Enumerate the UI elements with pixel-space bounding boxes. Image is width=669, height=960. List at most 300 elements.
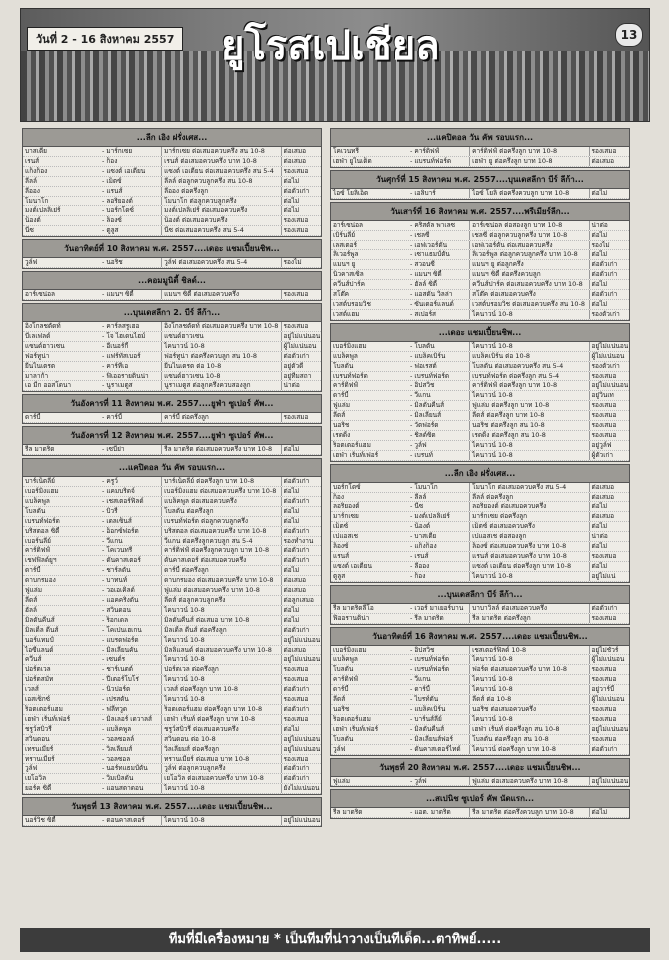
home-team: เชฟฟิลด์ยูฯ [25, 556, 57, 565]
away-team: - บาสเตีย [409, 532, 437, 541]
section-heading: วันอาทิตย์ที่ 16 สิงหาคม พ.ศ. 2557....เดอะ แชมเปี้ยนชิพ... [331, 628, 629, 646]
tip-verdict: ต่อไม่ [281, 517, 321, 526]
away-team: - ฟลีทวูด [101, 704, 128, 713]
handicap-odds: ยีนไนเตรต ต่อ 10-8 [161, 362, 280, 371]
away-team: - มิลเลียนส์ [409, 411, 442, 420]
home-team: ไอซีแลนด์ [25, 645, 54, 654]
away-team: - เปรสตัน [101, 695, 129, 704]
tip-verdict: รองไม่ [589, 241, 629, 250]
home-team: ดาร์บี้ [333, 391, 349, 400]
fixture-row [331, 655, 629, 665]
away-team: - แบรนท์ฟอร์ด [409, 156, 452, 165]
away-team: - แอคคริงตัน [101, 596, 139, 604]
handicap-odds: ไคนาวน์ 10-8 [161, 606, 280, 615]
home-team: เบอร์มิงแฮม [333, 645, 367, 654]
fixture-row [23, 157, 321, 167]
tip-verdict: ต่อเสมอ [589, 157, 629, 166]
tip-verdict: อยู่ไม่ชัวร์ [589, 646, 629, 655]
fixture-row [331, 522, 629, 532]
fixture-row [23, 685, 321, 695]
handicap-odds: คาร์ดิฟฟ์ ต่อครึ่งลูก บาท 10-8 [469, 381, 588, 390]
tip-verdict: ต่อเสมอ [589, 483, 629, 492]
tip-verdict: อยู่ไม่แน่นอน [281, 735, 321, 744]
fixture-row [23, 725, 321, 735]
tip-verdict: ต่อตัวเก่า [281, 626, 321, 635]
fixture-row [23, 774, 321, 784]
fixture-row [331, 411, 629, 421]
handicap-odds: ปอร์ตเวล ต่อครึ่งลูก [161, 665, 280, 674]
home-team: บริสตอล ซิตี้ [25, 526, 60, 535]
home-team: ลีลล์ [25, 176, 37, 185]
fixture-section [22, 797, 322, 827]
home-team: ลอริยองต์ [333, 502, 360, 511]
fixture-row [23, 715, 321, 725]
handicap-odds: แบล็คเบิร์น ต่อ 10-8 [469, 352, 588, 361]
handicap-odds: ไคนาวน์ 10-8 [161, 695, 280, 704]
handicap-odds: เฮฟ่า ยู ต่อครึ่งลูก บาท 10-8 [469, 157, 588, 166]
tip-verdict: ผู้ไม่แน่นอน [589, 352, 629, 361]
home-team: แมนฯ ยู [333, 260, 356, 269]
handicap-odds: แซนด์ฮาวเซน 10-8 [161, 372, 280, 381]
handicap-odds: เบรนท์ฟอร์ด ต่อลูกควบลูกครึ่ง [161, 517, 280, 526]
fixture-row [23, 755, 321, 765]
away-team: - เรนส์ [409, 552, 429, 560]
tip-verdict: ต่อตัวเก่า [281, 556, 321, 565]
fixture-row [23, 197, 321, 207]
away-team: - แบล็คพูล [101, 724, 132, 733]
home-team: คาร์ดิฟฟ์ [25, 546, 50, 555]
handicap-odds: แซนด์ฮาวเซน [161, 332, 280, 341]
away-team: - ชิลด์ซิด [409, 430, 436, 439]
fixture-row [23, 636, 321, 646]
away-team: - ดันคาสเตอร์ไทด์ [409, 744, 461, 753]
fixture-section [330, 585, 630, 625]
home-team: ยอร์ค ซิตี้ [25, 784, 52, 793]
tip-verdict: รองเสมอ [281, 167, 321, 176]
tip-verdict: ต่อตัวเก่า [589, 290, 629, 299]
away-team: - เบรนท์ [409, 450, 433, 459]
home-team: วูล์ฟ [25, 764, 38, 773]
tip-verdict: รองเสมอ [589, 665, 629, 674]
handicap-odds: ไคนาวน์ 10-8 [161, 816, 280, 825]
handicap-odds: เปแอสเช ต่อสองลูก [469, 532, 588, 541]
handicap-odds: ฟอร์ด ต่อเสมอควบครึ่ง บาท 10-8 [469, 665, 588, 674]
tip-verdict: ต่อตัวเก่า [281, 546, 321, 555]
tip-verdict: ต่อตัวเก่า [281, 477, 321, 486]
fixture-section [330, 464, 630, 583]
handicap-odds: ไคนาวน์ 10-8 [469, 342, 588, 351]
away-team: - สเปอร์ส [409, 309, 437, 318]
handicap-odds: โบลตัน ต่อครึ่งลูก [161, 507, 280, 516]
fixture-section [22, 458, 322, 795]
tip-verdict: ต่อตัวเก่า [281, 352, 321, 361]
fixture-row [23, 626, 321, 636]
handicap-odds: เอฟเวอร์ตัน ต่อเสมอควบครึ่ง [469, 241, 588, 250]
fixture-row [331, 421, 629, 431]
handicap-odds: เฮฟ่า เร้นท์ ต่อครึ่งลูก สน 10-8 [469, 725, 588, 734]
handicap-odds: ลอริยองต์ ต่อเสมอควบครึ่ง [469, 502, 588, 511]
fixture-row [23, 258, 321, 268]
tip-verdict: ผู้ไม่แน่นอน [589, 655, 629, 664]
away-team: - แบล็คเบิร์น [409, 704, 446, 713]
fixture-section [22, 128, 322, 237]
tip-verdict: รองไม่ [281, 258, 321, 267]
away-team: - วีแกน [409, 675, 431, 684]
home-team: โมนาโก [25, 196, 49, 205]
home-team: โบลตัน [333, 665, 354, 674]
away-team: - ซันเดอร์แลนด์ [409, 299, 454, 308]
fixture-row [23, 606, 321, 616]
tip-verdict: ต่อไม่ [281, 616, 321, 625]
tip-verdict: ต่อตัวเก่า [281, 187, 321, 196]
tip-verdict: รองเสมอ [589, 147, 629, 156]
tip-verdict: น่าต่อ [281, 381, 321, 390]
tip-verdict: อยู่ไม่แน่นอน [281, 816, 321, 825]
away-team: - บาร์นส์ลีย์ [409, 714, 442, 723]
home-team: ลีออง [25, 186, 40, 195]
fixture-row [23, 290, 321, 300]
handicap-odds: บาร์เน็ตลีย์ ต่อครึ่งลูก บาท 10-8 [161, 477, 280, 486]
tip-verdict: อยู่ไม่แน่นอน [281, 745, 321, 754]
home-team: บาร์เน็ตลีย์ [25, 477, 55, 486]
home-team: เบรนท์ฟอร์ด [333, 371, 368, 380]
away-team: - เวอร์ มาเยอร์บาน [409, 603, 464, 612]
tip-verdict: ต่อไม่ [281, 206, 321, 215]
tip-verdict: ต่อไม่ [589, 300, 629, 309]
handicap-odds: เรนส์ ต่อเสมอควบครึ่ง บาท 10-8 [161, 157, 280, 166]
fixture-row [331, 441, 629, 451]
away-team: - เชสเตอร์ฟิลด์ [101, 496, 144, 505]
fixture-row [331, 665, 629, 675]
away-team: - วิลเลียมส์ [101, 744, 133, 753]
tip-verdict: รองเสมอ [589, 552, 629, 561]
away-team: - นิวปอร์ต [101, 685, 131, 694]
away-team: - ดันคาสเตอร์ [101, 556, 141, 565]
section-heading: ...สเปนิช ซูเปอร์ คัพ นัดแรก... [331, 790, 629, 808]
handicap-odds: มาร์กเซย ต่อครึ่งลูก [469, 512, 588, 521]
page-number: 13 [615, 23, 643, 47]
away-team: - แคมบริดจ์ [101, 487, 135, 496]
tip-verdict: ต่อตัวเก่า [589, 604, 629, 613]
away-team: - วีแกน [101, 536, 123, 545]
home-team: รีล มาดริดลีโอ [333, 603, 374, 612]
home-team: รีล มาดริด [25, 445, 55, 454]
away-team: - แอนสตาดอน [101, 784, 144, 793]
tip-verdict: รองเสมอ [589, 735, 629, 744]
fixture-row [331, 352, 629, 362]
handicap-odds: โบลตัน ต่อครึ่งลูก สน 10-8 [469, 735, 588, 744]
tip-verdict: ต่อตัวเก่า [281, 685, 321, 694]
tip-verdict: รองเสมอ [589, 675, 629, 684]
handicap-odds: เชสเตอร์ฟิลด์ 10-8 [469, 646, 588, 655]
home-team: ฟอร์ทูน่า [25, 351, 50, 360]
tip-verdict: ต่อไม่ [281, 725, 321, 734]
home-team: เลสเตอร์ [333, 240, 358, 249]
home-team: คาร์ดิฟฟ์ [333, 675, 358, 684]
fixture-section [22, 394, 322, 424]
tip-verdict: ต่อไม่ [589, 502, 629, 511]
fixture-row [23, 445, 321, 455]
tip-verdict: รองเสมอ [281, 675, 321, 684]
away-team: - ชาร์เนตต์ [101, 665, 134, 674]
section-heading: วันเสาร์ที่ 16 สิงหาคม พ.ศ. 2557....พรีเมียร์ลีก... [331, 203, 629, 221]
handicap-odds: ไอซ์ โยลิ ต่อครึ่งควบลูก บาท 10-8 [469, 189, 588, 198]
away-team: - เบรนท์ฟอร์ด [409, 665, 450, 674]
section-heading: วันพุธที่ 20 สิงหาคม พ.ศ. 2557....เดอะ แชมเปี้ยนชิพ... [331, 759, 629, 777]
section-heading: วันศุกร์ที่ 15 สิงหาคม พ.ศ. 2557....บุนเดสลีกา บีร์ ลีก้า... [331, 171, 629, 189]
tip-verdict: ต่อไม่ [281, 445, 321, 454]
fixture-row [331, 715, 629, 725]
home-team: เบอร์มิงแฮม [333, 341, 367, 350]
fixture-row [331, 431, 629, 441]
home-team: ลิเวอร์พูล [333, 250, 359, 259]
away-team: - เบรนท์ฟอร์ด [409, 655, 450, 664]
tip-verdict: ต่อไม่ [589, 189, 629, 198]
section-heading: ...บุนเดสลีกา บีร์ ลีก้า... [331, 586, 629, 604]
fixture-row [331, 562, 629, 572]
fixture-section [22, 303, 322, 392]
home-team: นอริช [333, 704, 350, 713]
fixture-row [23, 167, 321, 177]
tip-verdict: ต่อเสมอ [281, 147, 321, 156]
handicap-odds: ดาร์บี้ ต่อครึ่งลูก [161, 566, 280, 575]
fixture-row [23, 646, 321, 656]
home-team: แรนส์ [333, 552, 350, 560]
tip-verdict: อยู่ไม่แน่ [589, 572, 629, 581]
fixture-section [22, 271, 322, 301]
home-team: ลีดส์ [333, 695, 346, 704]
tip-verdict: ต่อตัวเก่า [589, 745, 629, 754]
tip-verdict: รองเสมอ [589, 401, 629, 410]
away-team: - เม็ตซ์ [101, 176, 122, 185]
fixture-row [331, 745, 629, 755]
away-team: - ปีเตอร์โบโร่ [101, 675, 139, 684]
home-team: มิลตันคีนส์ [25, 615, 55, 624]
fixture-row [331, 241, 629, 251]
fixture-row [23, 332, 321, 342]
fixture-row [23, 226, 321, 236]
handicap-odds: คาร์ดิฟฟ์ ต่อครึ่งลูกควบลูก บาท 10-8 [161, 546, 280, 555]
handicap-odds: ไคนาวน์ 10-8 [469, 715, 588, 724]
fixture-row [331, 147, 629, 157]
section-heading: ...เดอะ แชมเปี้ยนชิพ... [331, 324, 629, 342]
handicap-odds: ชรูว์สบิวรี่ ต่อเสมอควบครึ่ง [161, 725, 280, 734]
home-team: ร็อตเตอร์แฮม [25, 704, 63, 713]
home-team: ล็องซ์ [333, 542, 349, 551]
section-heading: ...แคปิตอล วัน คัพ รอบแรก... [331, 129, 629, 147]
handicap-odds: แมนฯ ซิตี้ ต่อครึ่งควบลูก [469, 270, 588, 279]
home-team: เบิร์นลีย์ [333, 230, 356, 239]
handicap-odds: ไคนาวน์ 10-8 [469, 675, 588, 684]
tip-verdict: ต่อเสมอ [281, 576, 321, 585]
away-team: - ดาร์บี้ [409, 685, 430, 694]
handicap-odds: ร็อตเตอร์แฮม ต่อครึ่งลูก บาท 10-8 [161, 705, 280, 714]
away-team: - วูล์ฟ [409, 776, 427, 785]
tip-verdict: ต่อเสมอ [281, 157, 321, 166]
home-team: เรนส์ [25, 156, 40, 165]
handicap-odds: วีแกน ต่อครึ่งลูกควบลูก สน 5-4 [161, 537, 280, 546]
home-team: ไอซ์ โยลิเอ็ด [333, 188, 369, 197]
fixture-row [331, 675, 629, 685]
away-team: - ครูว์ [101, 477, 118, 486]
home-team: เบอร์มิงแฮม [25, 487, 59, 496]
home-team: ควีนส์ [25, 655, 42, 664]
handicap-odds: รีล มาดริด ต่อเสมอควบครึ่ง บาท 10-8 [161, 445, 280, 454]
fixture-section [330, 128, 630, 168]
fixture-row [23, 556, 321, 566]
home-team: ดาบกรมอง [25, 576, 56, 585]
fixture-row [331, 290, 629, 300]
fixture-section [330, 789, 630, 819]
handicap-odds: มิลลิแลนด์ ต่อเสมอควบครึ่ง บาท 10-8 [161, 646, 280, 655]
home-team: นอริช [333, 421, 350, 430]
fixture-row [331, 381, 629, 391]
home-team: ปอร์ตสมัท [25, 675, 54, 684]
home-team: โคเวนทรี [333, 147, 359, 155]
home-team: เฮฟ่า ยูไนเต็ด [333, 156, 372, 165]
fixture-row [23, 784, 321, 794]
handicap-odds: เชลซี ต่อลูกควบลูกครึ่ง บาท 10-8 [469, 231, 588, 240]
handicap-odds: แซงต์ เอเตียน ต่อครึ่งลูก บาท 10-8 [469, 562, 588, 571]
tip-verdict: อยู่ไม่แน่นอน [589, 342, 629, 351]
fixture-section [330, 758, 630, 788]
away-team: - ดอนคาสเตอร์ [101, 816, 145, 825]
home-team: เฮฟ่า เร้นท์เฟอร์ [333, 724, 379, 733]
away-team: - เอฟเวอร์ตัน [409, 240, 448, 249]
home-team: เวสต์แฮม [333, 309, 360, 318]
tip-verdict: อยู่ไม่แน่นอน [281, 655, 321, 664]
tip-verdict: ต่อตัวเก่า [281, 774, 321, 783]
handicap-odds: ไคนาวน์ 10-8 [469, 441, 588, 450]
away-team: - คาร์ดิฟฟ์ [409, 147, 440, 155]
home-team: เอสเซ็กซ์ [25, 695, 51, 704]
home-team: ฟิออรานติน่า [333, 613, 370, 622]
handicap-odds: เวสต์บรอมวิช ต่อเสมอควบครึ่ง สน 10-8 [469, 300, 588, 309]
away-team: - โบลตัน [409, 341, 435, 350]
home-team: วูล์ฟ [333, 744, 346, 753]
away-team: - ลีลล์ [409, 492, 427, 501]
tip-verdict: ต่อตัวเก่า [281, 497, 321, 506]
handicap-odds: ทรานเมียร์ ต่อเสมอ บาท 10-8 [161, 755, 280, 764]
handicap-odds: มิลเดิ้ล ดีนส์ ต่อครึ่งลูก [161, 626, 280, 635]
fixture-row [23, 735, 321, 745]
fixture-row [23, 745, 321, 755]
tip-verdict: ต่อไม่ [589, 231, 629, 240]
fixture-row [23, 665, 321, 675]
fixture-row [331, 735, 629, 745]
tip-verdict: รองตัวเก่า [589, 362, 629, 371]
fixture-row [331, 502, 629, 512]
section-heading: ...คอมมูนิตี้ ชิลด์... [23, 272, 321, 290]
tip-verdict: อยู่ไม่แน่นอน [589, 725, 629, 734]
handicap-odds: บริสตอล ต่อเสมอควบครึ่ง บาท 10-8 [161, 527, 280, 536]
away-team: - บอร์กโดซ์ [101, 206, 134, 215]
away-team: - แมนฯ ซิตี้ [409, 270, 442, 279]
handicap-odds: ดาบกรมอง ต่อเสมอควบครึ่ง บาท 10-8 [161, 576, 280, 585]
fixture-row [331, 493, 629, 503]
tip-verdict: ต่อไม่ [281, 606, 321, 615]
home-team: ฟูแล่ม [333, 776, 351, 785]
handicap-odds: นอริช ต่อเสมอควบครึ่ง [469, 705, 588, 714]
fixture-row [23, 206, 321, 216]
home-team: บอร์กโดซ์ [333, 482, 361, 491]
handicap-odds: ไคนาวน์ 10-8 [469, 685, 588, 694]
fixture-section [330, 627, 630, 756]
handicap-odds: แบล็คพูล ต่อเสมอควบครึ่ง [161, 497, 280, 506]
tip-verdict: รองเสมอ [589, 372, 629, 381]
handicap-odds: แรนส์ ต่อเสมอควบครึ่ง บาท 10-8 [469, 552, 588, 561]
tip-verdict: รองเสมอ [589, 705, 629, 714]
handicap-odds: โมนาโก ต่อเสมอควบครึ่ง สน 5-4 [469, 483, 588, 492]
tip-verdict: รองเสมอ [589, 431, 629, 440]
home-team: เปแอสเช [333, 532, 359, 541]
tip-verdict: ต่อไม่ [281, 566, 321, 575]
handicap-odds: ไคนาวน์ 10-8 [161, 655, 280, 664]
away-team: - สวินดอน [101, 605, 131, 614]
tip-verdict: ยังไม่แน่นอน [281, 784, 321, 793]
away-team: - วอเอเคิลด์ [101, 586, 135, 595]
away-team: - โมนาโก [409, 482, 438, 491]
away-team: - ฟิเออรายตินน่า [101, 371, 149, 380]
fixture-row [23, 352, 321, 362]
handicap-odds: มาร์กเซย ต่อเสมอควบครึ่ง สน 10-8 [161, 147, 280, 156]
handicap-odds: ลีดส์ ต่อลูกควบลูกครึ่ง [161, 596, 280, 605]
fixture-row [23, 566, 321, 576]
fixture-row [331, 512, 629, 522]
fixture-row [23, 527, 321, 537]
fixture-row [331, 646, 629, 656]
handicap-odds: รีล มาดริด ต่อครึ่งควบลูก บาท 10-8 [469, 808, 588, 817]
away-team: - นอร์ทแธมป์ตัน [101, 764, 148, 773]
home-team: ร็อตเตอร์แฮม [333, 714, 371, 723]
fixture-row [23, 322, 321, 332]
home-team: เวสต์บรอมวิช [333, 299, 371, 308]
tip-verdict: ต่อลูกเสมอ [281, 596, 321, 605]
away-team: - เดลเซ็นส์ [101, 516, 132, 525]
handicap-odds: มิลตันคีนส์ ต่อเสมอ บาท 10-8 [161, 616, 280, 625]
away-team: - โคเวนทรี [101, 546, 133, 555]
home-team: ฟูแล่ม [25, 586, 43, 595]
tip-verdict: รองเสมอ [281, 695, 321, 704]
section-heading: ...บุนเดสลีกา 2. บีร์ ลีก้า... [23, 304, 321, 322]
handicap-odds: เรดดิ้ง ต่อครึ่งลูก สน 10-8 [469, 431, 588, 440]
tip-verdict: ต่อตัวเก่า [589, 260, 629, 269]
home-team: อาร์เซน่อล [25, 290, 56, 299]
fixture-row [23, 177, 321, 187]
handicap-odds: ฟูแล่ม ต่อครึ่งลูก บาท 10-8 [469, 401, 588, 410]
away-team: - น็องต์ [409, 522, 431, 531]
tip-verdict: ต่อเสมอ [589, 512, 629, 521]
home-team: เอ มีก ออสโดนา [25, 381, 72, 390]
handicap-odds: เบอร์มิงแฮม ต่อเสมอควบครึ่ง บาท 10-8 [161, 487, 280, 496]
home-team: ดาร์บี้ [25, 413, 41, 422]
handicap-odds: ไคนาวน์ 10-8 [469, 310, 588, 319]
home-team: สโต๊ค [333, 290, 350, 299]
tip-verdict: รองตัวเก่า [589, 310, 629, 319]
home-team: เบรนท์ฟอร์ด [25, 516, 60, 525]
tip-verdict: ต่อไม่ [281, 177, 321, 186]
home-team: มาลาก้า [25, 371, 49, 380]
away-team: - สวอนซี [409, 260, 435, 269]
home-team: เม็ตซ์ [333, 522, 349, 531]
away-team: - วอลซอลล์ [101, 734, 135, 743]
fixture-row [331, 604, 629, 614]
handicap-odds: ไคนาวน์ 10-8 [161, 342, 280, 351]
away-team: - ก็อง [101, 156, 118, 165]
away-team: - โคเปนเฮเกน [101, 625, 142, 634]
tip-verdict: ต่อไม่ [589, 542, 629, 551]
fixture-row [23, 596, 321, 606]
